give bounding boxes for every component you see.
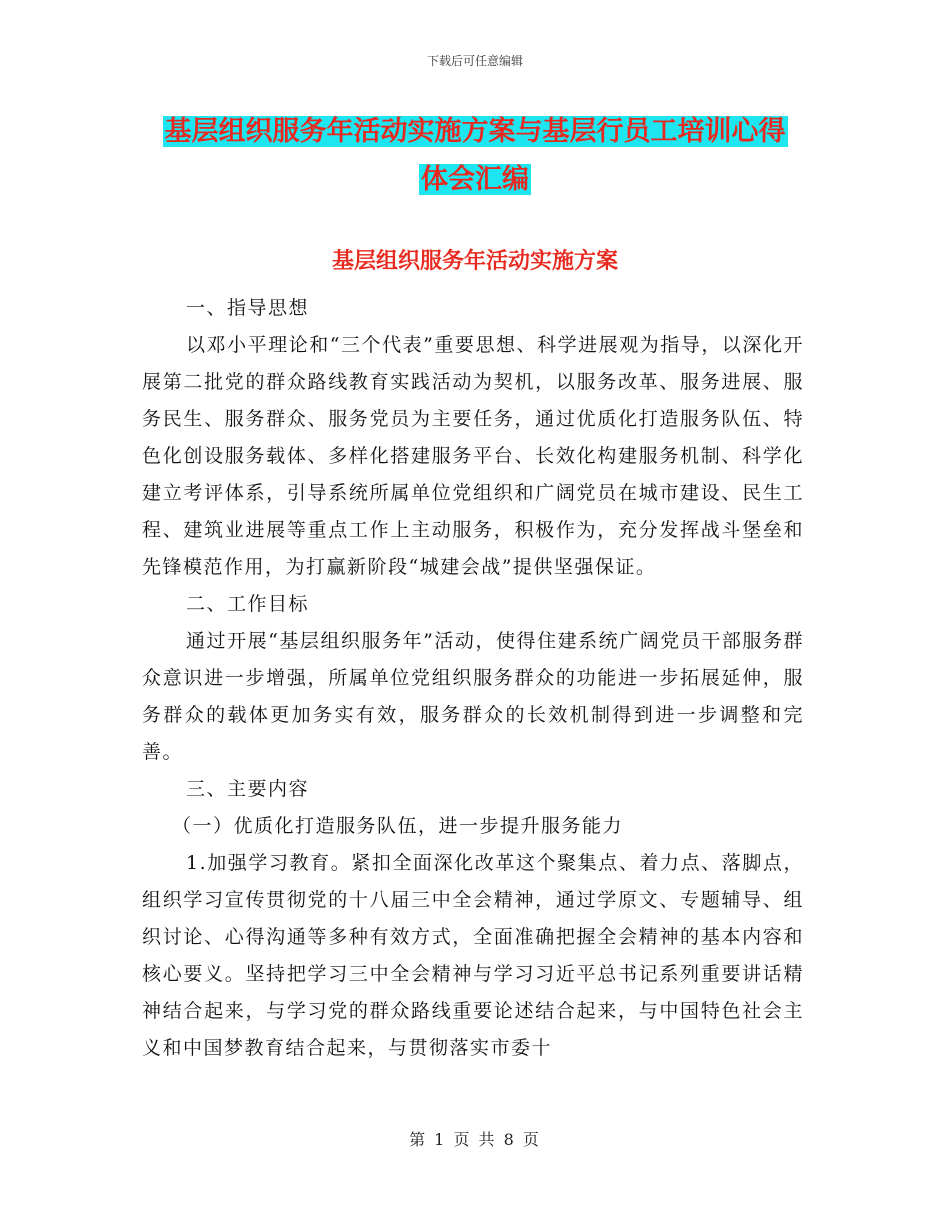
paragraph-study-education: 1.加强学习教育。紧扣全面深化改革这个聚集点、着力点、落脚点，组织学习宣传贯彻党的十八届三中全会精神，通过学原文、专题辅导、组织讨论、心得沟通等多种有效方式，全面准确把握全会精神的基本内容和核心要义。坚持把学习三中全会精神与学习习近平总书记系列重要讲话精神结合起来，与学习党的群众路线重要论述结合起来，与中国特色社会主义和中国梦教育结合起来，与贯彻落实市委十 (142, 852, 804, 1059)
paragraph-guiding-ideology: 以邓小平理论和“三个代表”重要思想、科学进展观为指导，以深化开展第二批党的群众路线教育实践活动为契机，以服务改革、服务进展、服务民生、服务群众、服务党员为主要任务，通过优质化打造服务队伍、特色化创设服务载体、多样化搭建服务平台、长效化构建服务机制、科学化建立考评体系，引导系统所属单位党组织和广阔党员在城市建设、民生工程、建筑业进展等重点工作上主动服务，积极作为，充分发挥战斗堡垒和先锋模范作用，为打赢新阶段“城建会战”提供坚强保证。 (142, 334, 804, 578)
subheading-service-team: （一）优质化打造服务队伍，进一步提升服务能力 (172, 815, 624, 837)
section-title: 基层组织服务年活动实施方案 (331, 248, 618, 274)
page-number-footer: 第 1 页 共 8 页 (409, 1130, 541, 1149)
heading-main-content: 三、主要内容 (186, 778, 310, 800)
header-note: 下载后可任意编辑 (426, 54, 523, 68)
document-title-line1: 基层组织服务年活动实施方案与基层行员工培训心得 (164, 116, 786, 147)
heading-work-goals: 二、工作目标 (186, 593, 310, 615)
document-title-line2: 体会汇编 (421, 164, 529, 195)
document-title (0, 108, 950, 204)
document-body (142, 290, 804, 1067)
heading-guiding-ideology: 一、指导思想 (186, 297, 310, 319)
paragraph-work-goals: 通过开展“基层组织服务年”活动，使得住建系统广阔党员干部服务群众意识进一步增强，所属单位党组织服务群众的功能进一步拓展延伸，服务群众的载体更加务实有效，服务群众的长效机制得到进一步调整和完善。 (142, 630, 804, 763)
